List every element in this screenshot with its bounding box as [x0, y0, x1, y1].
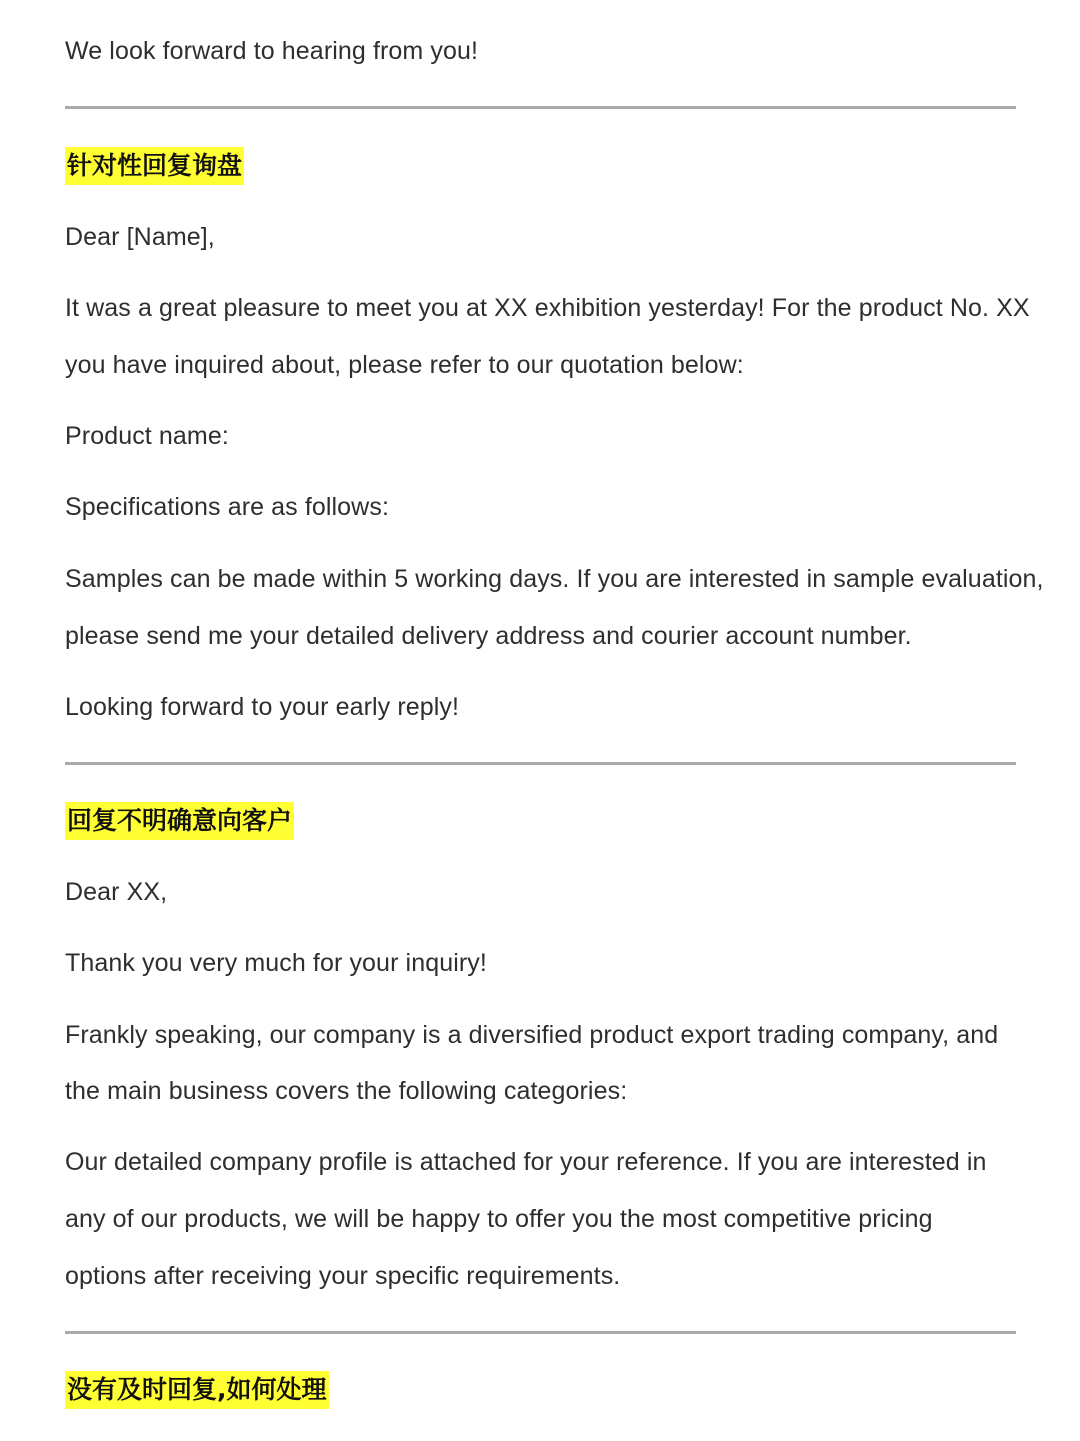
- section-heading-late-reply: 没有及时回复,如何处理: [65, 1371, 329, 1409]
- intro-closing-text: We look forward to hearing from you!: [65, 37, 479, 65]
- paragraph-line: options after receiving your specific requirements.: [65, 1262, 621, 1290]
- section-divider: [65, 106, 1016, 109]
- paragraph-line: Samples can be made within 5 working days. If you are interested in sample evaluation,: [65, 565, 1044, 593]
- paragraph-line: Frankly speaking, our company is a diversified product export trading company, and: [65, 1021, 999, 1049]
- paragraph-line: you have inquired about, please refer to our quotation below:: [65, 351, 744, 379]
- section-divider: [65, 1331, 1016, 1334]
- section-divider: [65, 762, 1016, 765]
- paragraph-line: the main business covers the following categories:: [65, 1077, 628, 1105]
- paragraph-line: Our detailed company profile is attached for your reference. If you are interested in: [65, 1148, 987, 1176]
- product-name-label: Product name:: [65, 422, 229, 450]
- section-heading-unclear-intent-reply: 回复不明确意向客户: [65, 802, 294, 840]
- paragraph-line: please send me your detailed delivery address and courier account number.: [65, 622, 912, 650]
- specifications-label: Specifications are as follows:: [65, 493, 389, 521]
- thanks-text: Thank you very much for your inquiry!: [65, 949, 487, 977]
- closing-text: Looking forward to your early reply!: [65, 693, 460, 721]
- greeting-text: Dear XX,: [65, 878, 168, 906]
- section-heading-targeted-reply: 针对性回复询盘: [65, 147, 244, 185]
- paragraph-line: any of our products, we will be happy to offer you the most competitive pricing: [65, 1205, 933, 1233]
- greeting-text: Dear [Name],: [65, 223, 215, 251]
- paragraph-line: It was a great pleasure to meet you at XX exhibition yesterday! For the product No. XX: [65, 294, 1030, 322]
